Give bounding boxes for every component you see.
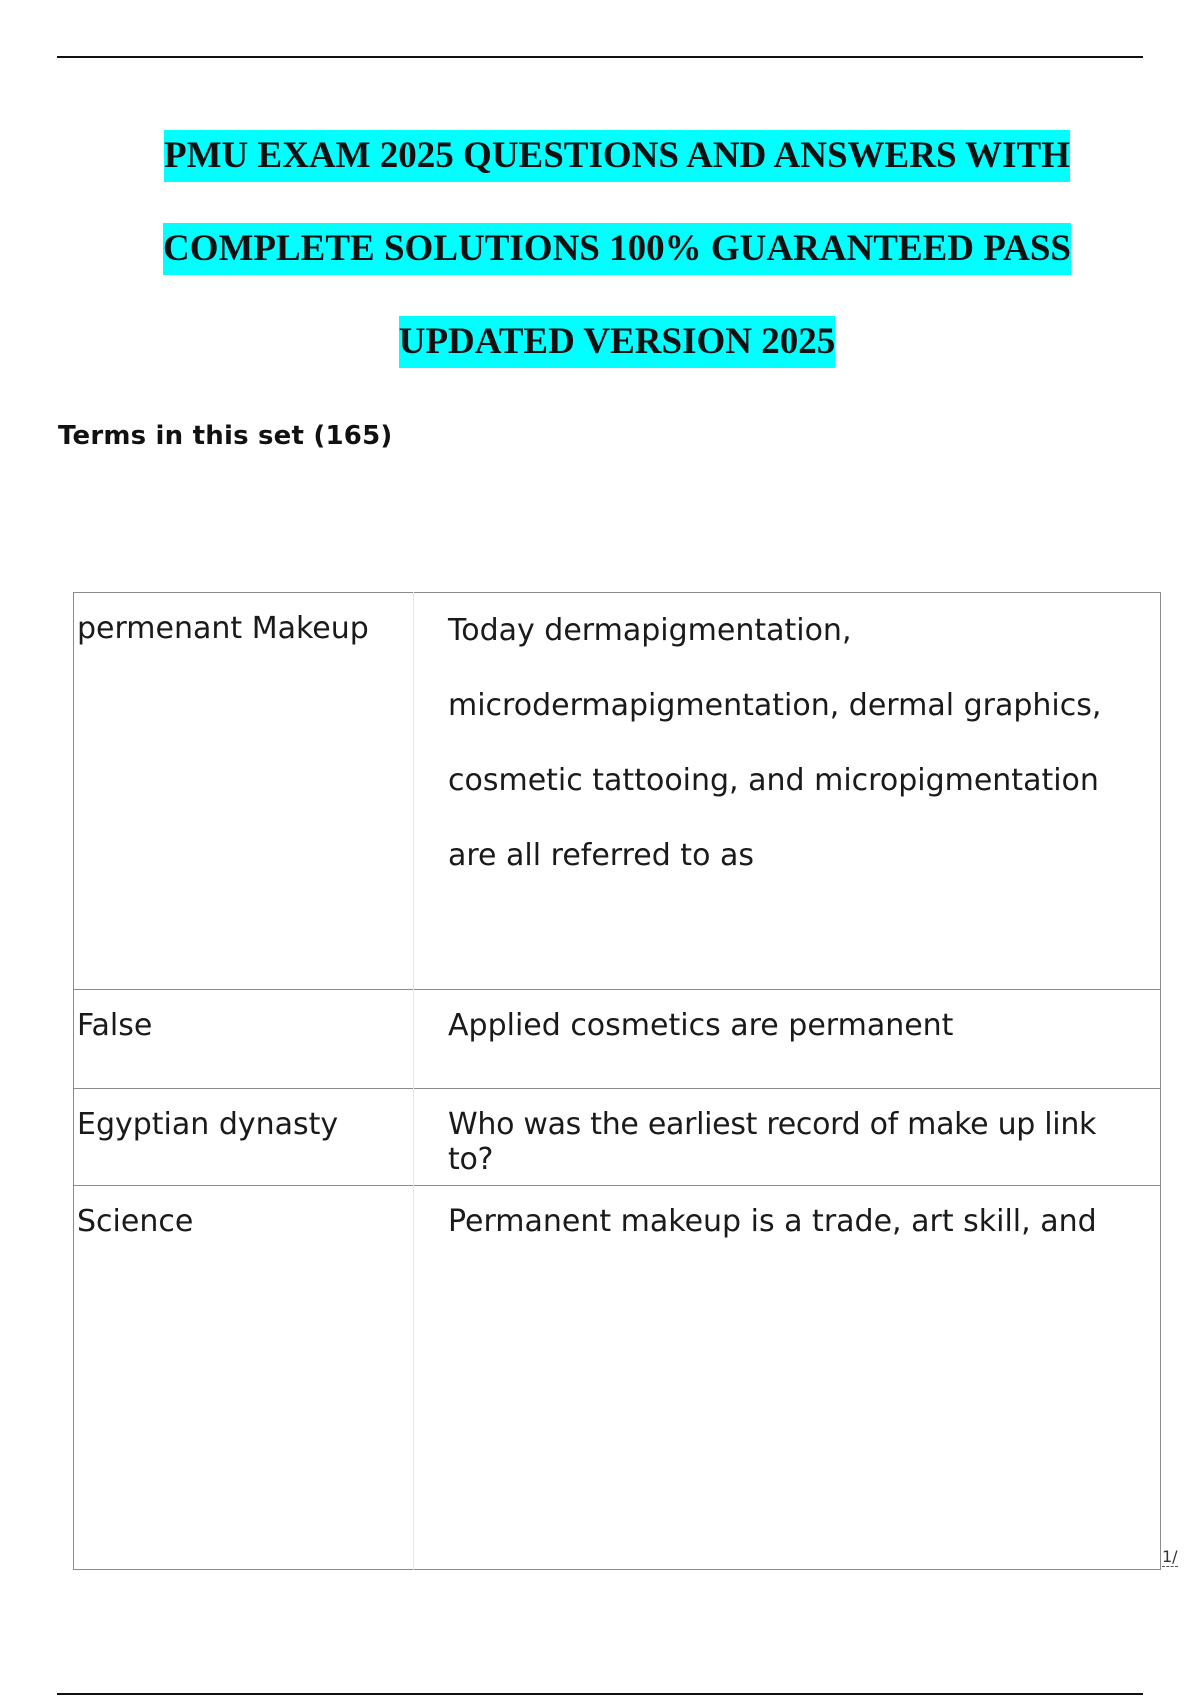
definition-cell: Permanent makeup is a trade, art skill, and: [414, 1186, 1161, 1570]
terms-table: [73, 592, 1161, 1570]
term-cell: permenant Makeup: [74, 593, 414, 990]
top-rule: [57, 56, 1143, 58]
table-row: [74, 1186, 1161, 1570]
title-line-2: [0, 223, 1200, 316]
definition-cell: Applied cosmetics are permanent: [414, 990, 1161, 1089]
title-line-3: [0, 316, 1200, 409]
definition-cell: Who was the earliest record of make up link to?: [414, 1089, 1161, 1186]
term-cell: False: [74, 990, 414, 1089]
term-cell: Science: [74, 1186, 414, 1570]
term-cell: Egyptian dynasty: [74, 1089, 414, 1186]
document-title: [0, 130, 1200, 409]
title-line-1: [0, 130, 1200, 223]
title-line-1-text: PMU EXAM 2025 QUESTIONS AND ANSWERS WITH: [164, 130, 1070, 182]
bottom-rule: [57, 1693, 1143, 1695]
table-row: [74, 990, 1161, 1089]
title-line-3-text: UPDATED VERSION 2025: [399, 316, 836, 368]
page-number: 1/: [1162, 1547, 1178, 1566]
definition-cell: Today dermapigmentation, microdermapigmentation, dermal graphics, cosmetic tattooing, and micropigmentation are all referred to as: [448, 613, 1102, 873]
terms-heading: Terms in this set (165): [58, 421, 393, 451]
title-line-2-text: COMPLETE SOLUTIONS 100% GUARANTEED PASS: [163, 223, 1071, 275]
table-row: [74, 1089, 1161, 1186]
table-row: [74, 593, 1161, 990]
